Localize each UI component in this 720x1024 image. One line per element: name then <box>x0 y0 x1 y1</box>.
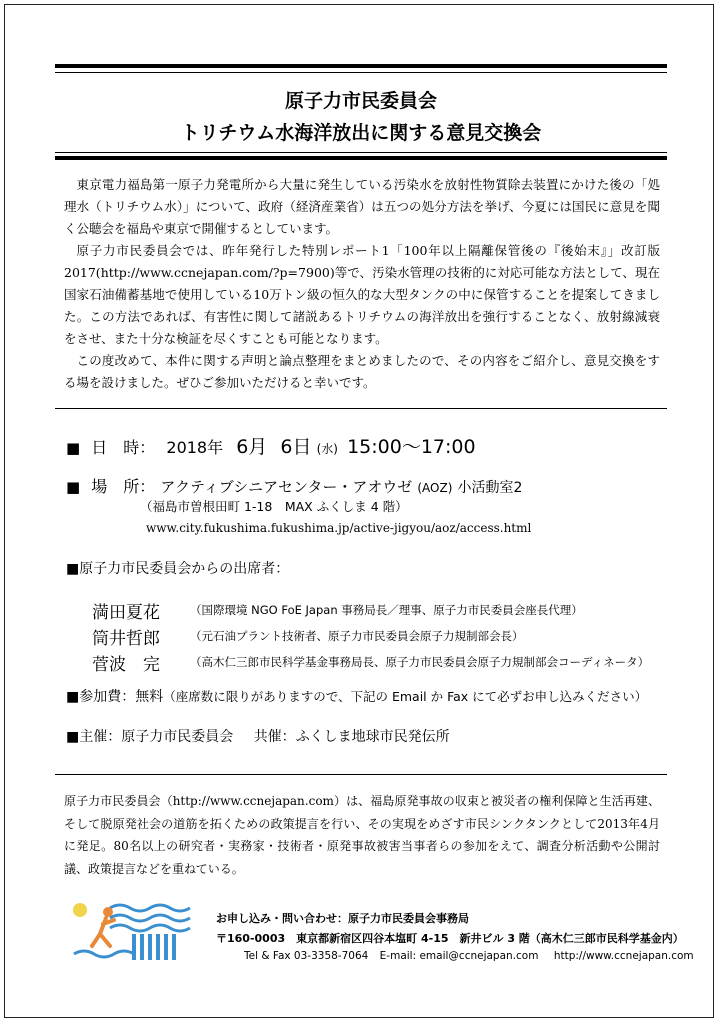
ccne-logo-icon <box>70 898 204 964</box>
attendee-role-1: （国際環境 NGO FoE Japan 事務局長／理事、原子力市民委員会座長代理） <box>190 603 583 617</box>
attendee-name-1: 満田夏花 <box>92 603 160 623</box>
title-rule-top-thick <box>55 64 667 68</box>
date-label: 日 時： <box>91 438 156 457</box>
host-label: ■主催： <box>66 729 122 745</box>
about-paragraph: 原子力市民委員会（http://www.ccnejapan.com）は、福島原発事故の収束と被災者の権利保障と生活再建、そして脱原発社会の道筋を拓くための政策提言を行い、その実現をめざす市民シンクタンクとして2013年4月に発足。80名以上の研究者・実務家・技術者・原発事故被害当事者らの参加をえて、調査分析活動や公開討議、政策提言などを重ねている。 <box>64 794 660 876</box>
contact-address: 〒160-0003 東京都新宿区四谷本塩町 4-15 新井ビル 3 階（高木仁三郎市民科学基金内） <box>216 932 684 945</box>
title-rule-bottom-thin <box>55 152 667 153</box>
title-org: 原子力市民委員会 <box>284 90 437 112</box>
attendee-role-3: （高木仁三郎市民科学基金事務局長、原子力市民委員会原子力規制部会コーディネータ） <box>190 655 650 669</box>
venue-label: 場 所： <box>91 477 156 496</box>
venue-marker: ■ <box>66 478 81 496</box>
date-marker: ■ <box>66 439 81 457</box>
title-rule-top-thin <box>55 72 667 73</box>
fee-value: 無料 <box>135 689 164 705</box>
intro-paragraph-1: 東京電力福島第一原子力発電所から大量に発生している汚染水を放射性物質除去装置にかけた後の「処理水（トリチウム水）」について、政府（経済産業省）は五つの処分方法を挙げ、今夏には国民に意見を聞く公聴会を福島や東京で開催するとしています。 <box>64 177 660 236</box>
title-event: トリチウム水海洋放出に関する意見交換会 <box>180 122 542 144</box>
venue-name: アクティブシニアセンター・アオウゼ <box>160 478 413 496</box>
organizers-row <box>66 726 450 746</box>
date-day: 6日 <box>280 436 312 458</box>
venue-address: （福島市曽根田町 1-18 MAX ふくしま 4 階） <box>140 499 408 514</box>
attendee-role-2: （元石油プラント技術者、原子力市民委員会原子力規制部会長） <box>190 629 524 643</box>
title-rule-bottom-thick <box>55 156 667 160</box>
date-row <box>66 432 476 459</box>
contact-line <box>244 950 694 962</box>
date-weekday: (水) <box>316 442 338 456</box>
fee-label: ■参加費： <box>66 689 136 705</box>
date-time: 15:00～17:00 <box>347 436 476 458</box>
co-host-name: ふくしま地球市民発伝所 <box>295 729 450 745</box>
intro-paragraph-3: この度改めて、本件に関する声明と論点整理をまとめましたので、その内容をご紹介し、意見交換をする場を設けました。ぜひご参加いただけると幸いです。 <box>64 353 660 390</box>
venue-row <box>66 474 522 497</box>
contact-phone: Tel & Fax 03-3358-7064 <box>244 950 369 962</box>
host-name: 原子力市民委員会 <box>121 729 234 745</box>
co-host-label: 共催： <box>253 729 296 745</box>
contact-heading: お申し込み・問い合わせ：原子力市民委員会事務局 <box>216 912 469 925</box>
contact-email[interactable]: E-mail: email@ccnejapan.com <box>379 950 539 962</box>
attendee-name-3: 菅波 完 <box>92 655 160 675</box>
date-year: 2018年 <box>166 438 224 457</box>
venue-room: 小活動室2 <box>457 480 523 496</box>
fee-note: （座席数に限りがありますので、下記の Email か Fax にて必ずお申し込みください） <box>163 689 648 704</box>
intro-divider <box>55 408 667 409</box>
contact-web[interactable]: http://www.ccnejapan.com <box>553 950 694 962</box>
about-divider <box>55 774 667 775</box>
venue-abbr: (AOZ) <box>417 481 453 495</box>
date-month: 6月 <box>236 436 268 458</box>
intro-paragraph-2: 原子力市民委員会では、昨年発行した特別レポート1「100年以上隔離保管後の『後始末』」改訂版2017(http://www.ccnejapan.com/?p=7900)等で、汚染水管理の技術的に対応可能な方法として、現在国家石油備蓄基地で使用している10万トン級の恒久的な大型タンクの中に保管することを提案してきました。この方法であれば、有害性に関して諸説あるトリチウムの海洋放出を強行することなく、放射線減衰をさせ、また十分な検証を尽くすことも可能となります。 <box>64 243 660 346</box>
attendee-name-2: 筒井哲郎 <box>92 629 160 649</box>
fee-row <box>66 686 647 706</box>
venue-url[interactable]: www.city.fukushima.fukushima.jp/active-jigyou/aoz/access.html <box>146 521 532 535</box>
attendees-heading: ■原子力市民委員会からの出席者： <box>66 561 290 577</box>
